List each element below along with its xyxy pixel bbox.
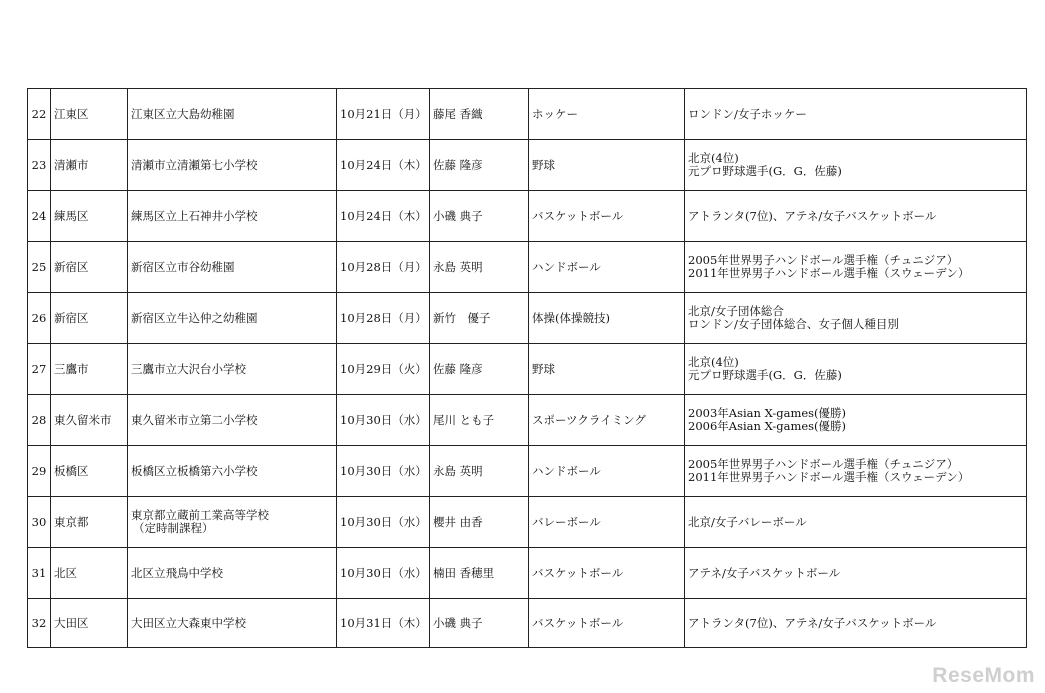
record-line: ロンドン/女子ホッケー — [688, 106, 807, 121]
row-number-cell: 25 — [28, 242, 51, 293]
record-cell — [685, 293, 1027, 344]
row-number-cell: 23 — [28, 140, 51, 191]
record-cell — [685, 395, 1027, 446]
sport-cell: ハンドボール — [529, 242, 685, 293]
table-row — [28, 548, 1027, 599]
school-line: 板橋区立板橋第六小学校 — [131, 463, 258, 478]
sport-cell: ハンドボール — [529, 446, 685, 497]
sport-cell: スポーツクライミング — [529, 395, 685, 446]
record-line: 2011年世界男子ハンドボール選手権（スウェーデン） — [688, 470, 970, 484]
record-line: 北京/女子バレーボール — [688, 514, 807, 529]
record-line: アトランタ(7位)、アテネ/女子バスケットボール — [688, 208, 937, 223]
school-line: 大田区立大森東中学校 — [131, 615, 246, 630]
athlete-cell: 楠田 香穂里 — [430, 548, 529, 599]
athlete-cell: 藤尾 香織 — [430, 89, 529, 140]
date-cell: 10月31日（木） — [337, 599, 430, 648]
record-cell — [685, 599, 1027, 648]
table-row — [28, 140, 1027, 191]
row-number-cell: 31 — [28, 548, 51, 599]
athlete-cell: 佐藤 隆彦 — [430, 140, 529, 191]
school-cell — [128, 599, 337, 648]
sport-cell: 野球 — [529, 344, 685, 395]
school-cell — [128, 446, 337, 497]
date-cell: 10月29日（火） — [337, 344, 430, 395]
record-line: 北京/女子団体総合 — [688, 304, 784, 318]
row-number-cell: 30 — [28, 497, 51, 548]
school-line: 江東区立大島幼稚園 — [131, 106, 235, 121]
school-line: 新宿区立牛込仲之幼稚園 — [131, 310, 258, 325]
school-cell — [128, 395, 337, 446]
table-row — [28, 89, 1027, 140]
record-cell — [685, 89, 1027, 140]
school-cell — [128, 89, 337, 140]
record-line: 2005年世界男子ハンドボール選手権（チュニジア） — [688, 253, 959, 267]
date-cell: 10月28日（月） — [337, 242, 430, 293]
record-line: ロンドン/女子団体総合、女子個人種目別 — [688, 317, 899, 331]
date-cell: 10月30日（水） — [337, 497, 430, 548]
athlete-cell: 永島 英明 — [430, 242, 529, 293]
date-cell: 10月21日（月） — [337, 89, 430, 140]
area-cell: 大田区 — [51, 599, 128, 648]
sport-cell: バスケットボール — [529, 548, 685, 599]
record-line: アテネ/女子バスケットボール — [688, 565, 841, 580]
school-cell — [128, 344, 337, 395]
table-row — [28, 497, 1027, 548]
date-cell: 10月30日（水） — [337, 446, 430, 497]
record-line: 2005年世界男子ハンドボール選手権（チュニジア） — [688, 457, 959, 471]
record-line: アトランタ(7位)、アテネ/女子バスケットボール — [688, 615, 937, 630]
record-cell — [685, 140, 1027, 191]
school-cell — [128, 242, 337, 293]
sport-cell: ホッケー — [529, 89, 685, 140]
row-number-cell: 24 — [28, 191, 51, 242]
table-body — [28, 89, 1027, 648]
area-cell: 新宿区 — [51, 242, 128, 293]
table-row — [28, 599, 1027, 648]
school-line: 東京都立蔵前工業高等学校 — [131, 508, 269, 522]
school-line: 新宿区立市谷幼稚園 — [131, 259, 235, 274]
athlete-cell: 小磯 典子 — [430, 191, 529, 242]
school-cell — [128, 191, 337, 242]
school-cell — [128, 548, 337, 599]
area-cell: 三鷹市 — [51, 344, 128, 395]
table-row — [28, 242, 1027, 293]
school-cell — [128, 497, 337, 548]
record-line: 元プロ野球選手(G．G．佐藤) — [688, 164, 842, 178]
record-cell — [685, 497, 1027, 548]
schedule-table — [27, 88, 1027, 648]
school-line: （定時制課程） — [133, 521, 214, 535]
athlete-cell: 小磯 典子 — [430, 599, 529, 648]
record-cell — [685, 548, 1027, 599]
row-number-cell: 28 — [28, 395, 51, 446]
area-cell: 江東区 — [51, 89, 128, 140]
school-line: 三鷹市立大沢台小学校 — [131, 361, 246, 376]
table-row — [28, 293, 1027, 344]
record-line: 2006年Asian X-games(優勝) — [688, 419, 847, 433]
table-row — [28, 395, 1027, 446]
record-line: 元プロ野球選手(G．G．佐藤) — [688, 368, 842, 382]
record-cell — [685, 344, 1027, 395]
sport-cell: 野球 — [529, 140, 685, 191]
athlete-cell: 佐藤 隆彦 — [430, 344, 529, 395]
school-line: 北区立飛鳥中学校 — [131, 565, 223, 580]
area-cell: 北区 — [51, 548, 128, 599]
date-cell: 10月24日（木） — [337, 191, 430, 242]
record-line: 北京(4位) — [688, 151, 739, 165]
row-number-cell: 26 — [28, 293, 51, 344]
record-cell — [685, 191, 1027, 242]
area-cell: 新宿区 — [51, 293, 128, 344]
sport-cell: バスケットボール — [529, 599, 685, 648]
table-row — [28, 446, 1027, 497]
athlete-cell: 尾川 とも子 — [430, 395, 529, 446]
athlete-cell: 新竹 優子 — [430, 293, 529, 344]
table-row — [28, 344, 1027, 395]
row-number-cell: 29 — [28, 446, 51, 497]
sport-cell: バレーボール — [529, 497, 685, 548]
date-cell: 10月30日（水） — [337, 548, 430, 599]
record-cell — [685, 446, 1027, 497]
area-cell: 板橋区 — [51, 446, 128, 497]
table-row — [28, 191, 1027, 242]
row-number-cell: 22 — [28, 89, 51, 140]
school-line: 東久留米市立第二小学校 — [131, 412, 258, 427]
sport-cell: 体操(体操競技) — [529, 293, 685, 344]
resemom-watermark: ReseMom — [928, 663, 1039, 689]
record-cell — [685, 242, 1027, 293]
row-number-cell: 32 — [28, 599, 51, 648]
date-cell: 10月28日（月） — [337, 293, 430, 344]
area-cell: 東京都 — [51, 497, 128, 548]
school-cell — [128, 293, 337, 344]
area-cell: 清瀬市 — [51, 140, 128, 191]
record-line: 2011年世界男子ハンドボール選手権（スウェーデン） — [688, 266, 970, 280]
athlete-cell: 櫻井 由香 — [430, 497, 529, 548]
record-line: 2003年Asian X-games(優勝) — [688, 406, 847, 420]
record-line: 北京(4位) — [688, 355, 739, 369]
row-number-cell: 27 — [28, 344, 51, 395]
area-cell: 練馬区 — [51, 191, 128, 242]
area-cell: 東久留米市 — [51, 395, 128, 446]
school-line: 清瀬市立清瀬第七小学校 — [131, 157, 258, 172]
school-cell — [128, 140, 337, 191]
school-line: 練馬区立上石神井小学校 — [131, 208, 258, 223]
date-cell: 10月30日（水） — [337, 395, 430, 446]
athlete-cell: 永島 英明 — [430, 446, 529, 497]
sport-cell: バスケットボール — [529, 191, 685, 242]
date-cell: 10月24日（木） — [337, 140, 430, 191]
